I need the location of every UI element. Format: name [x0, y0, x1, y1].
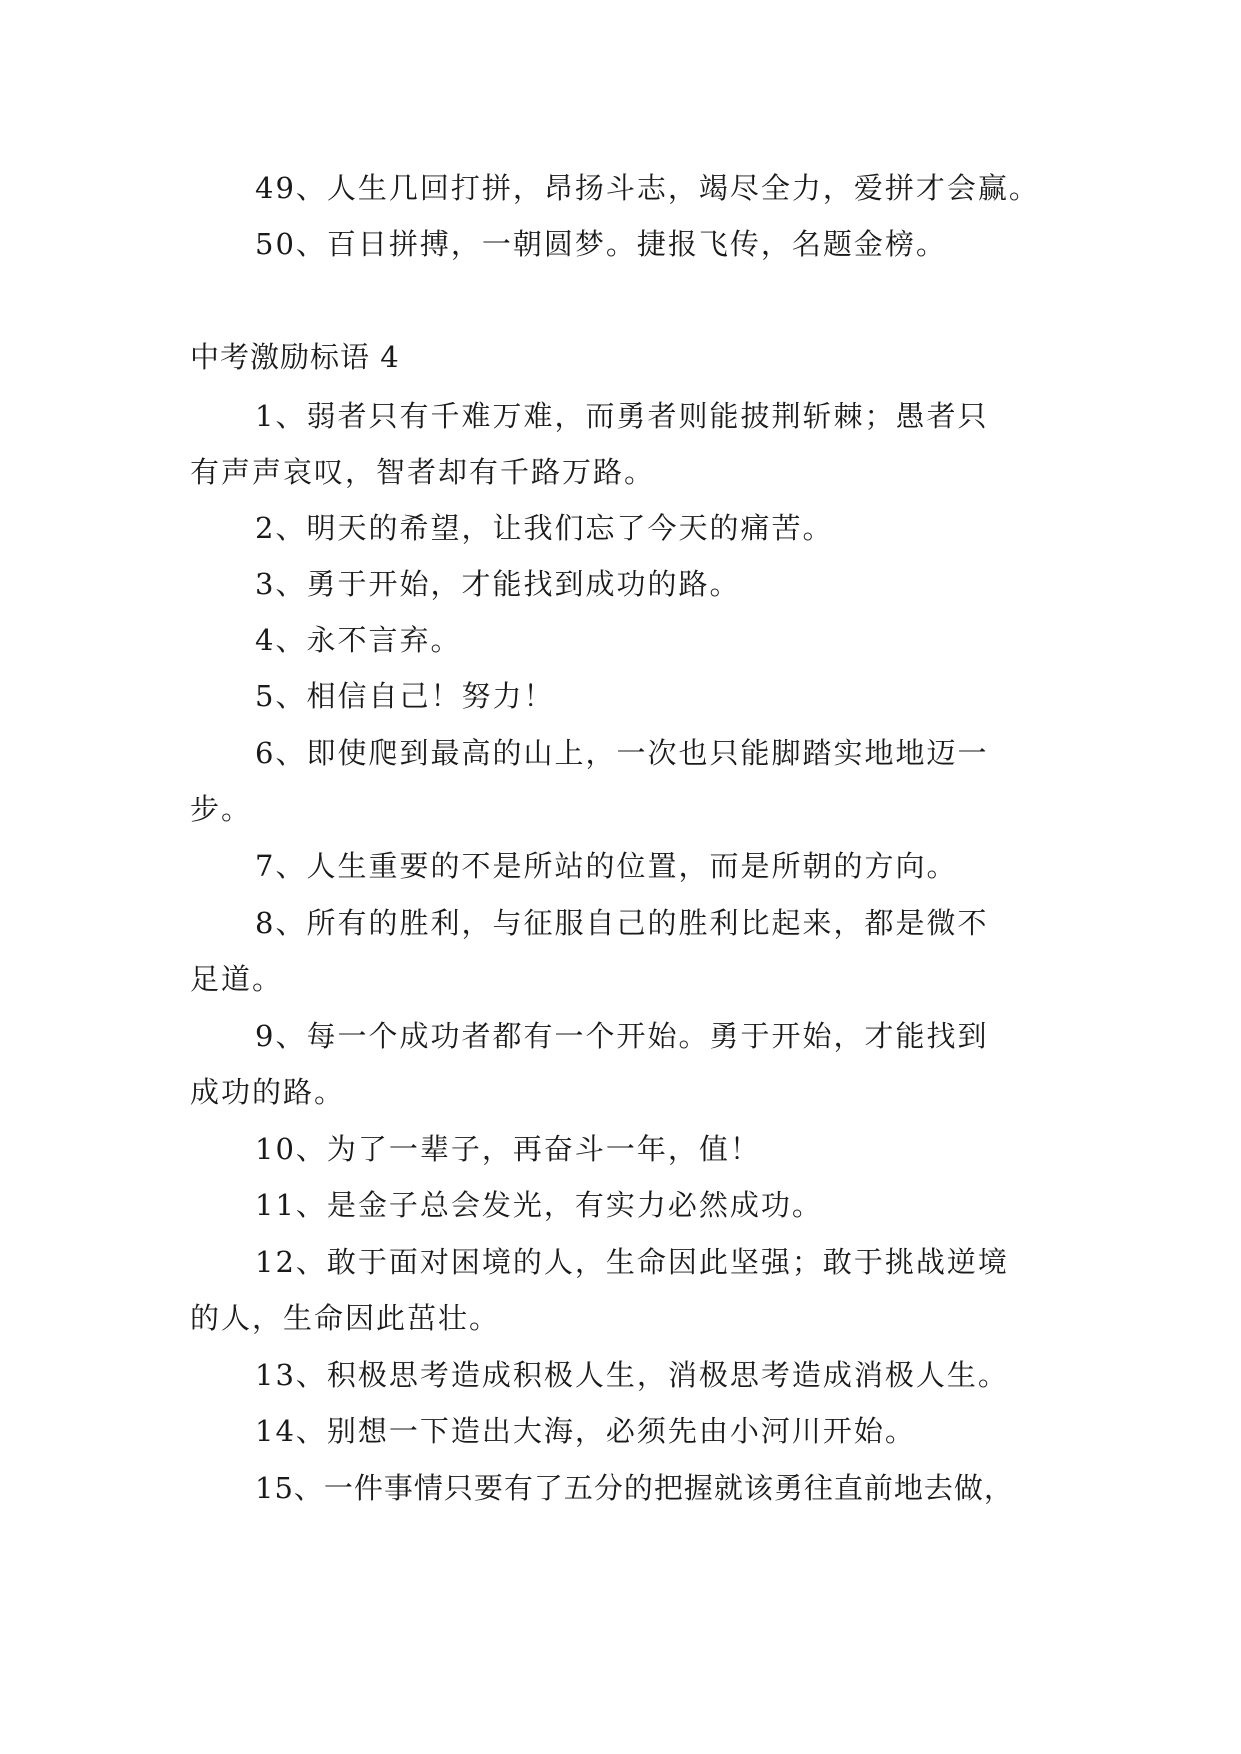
list-item-8-line-2: 足道。	[190, 962, 284, 996]
list-item-7: 7、人生重要的不是所站的位置，而是所朝的方向。	[255, 849, 958, 883]
list-item-6-line-1: 6、即使爬到最高的山上，一次也只能脚踏实地地迈一	[255, 736, 989, 770]
list-item-4: 4、永不言弃。	[255, 623, 462, 657]
list-item-3: 3、勇于开始，才能找到成功的路。	[255, 567, 741, 601]
list-item-14: 14、别想一下造出大海，必须先由小河川开始。	[255, 1414, 916, 1448]
list-item-9-line-2: 成功的路。	[190, 1075, 346, 1109]
list-item-2: 2、明天的希望，让我们忘了今天的痛苦。	[255, 511, 834, 545]
list-item-1-line-2: 有声声哀叹，智者却有千路万路。	[190, 455, 656, 489]
list-item-49: 49、人生几回打拼，昂扬斗志，竭尽全力，爱拼才会赢。	[255, 171, 1040, 205]
list-item-12-line-1: 12、敢于面对困境的人，生命因此坚强；敢于挑战逆境	[255, 1245, 1009, 1279]
list-item-50: 50、百日拼搏，一朝圆梦。捷报飞传，名题金榜。	[255, 227, 947, 261]
list-item-9-line-1: 9、每一个成功者都有一个开始。勇于开始，才能找到	[255, 1019, 989, 1053]
list-item-1-line-1: 1、弱者只有千难万难，而勇者则能披荆斩棘；愚者只	[255, 399, 989, 433]
list-item-10: 10、为了一辈子，再奋斗一年，值！	[255, 1132, 761, 1166]
list-item-11: 11、是金子总会发光，有实力必然成功。	[255, 1188, 823, 1222]
list-item-6-line-2: 步。	[190, 792, 253, 826]
section-title: 中考激励标语 4	[190, 340, 400, 374]
list-item-15: 15、一件事情只要有了五分的把握就该勇往直前地去做，	[255, 1471, 1014, 1505]
list-item-8-line-1: 8、所有的胜利，与征服自己的胜利比起来，都是微不	[255, 906, 989, 940]
list-item-12-line-2: 的人，生命因此茁壮。	[190, 1301, 501, 1335]
list-item-13: 13、积极思考造成积极人生，消极思考造成消极人生。	[255, 1358, 1009, 1392]
list-item-5: 5、相信自己！努力！	[255, 679, 555, 713]
